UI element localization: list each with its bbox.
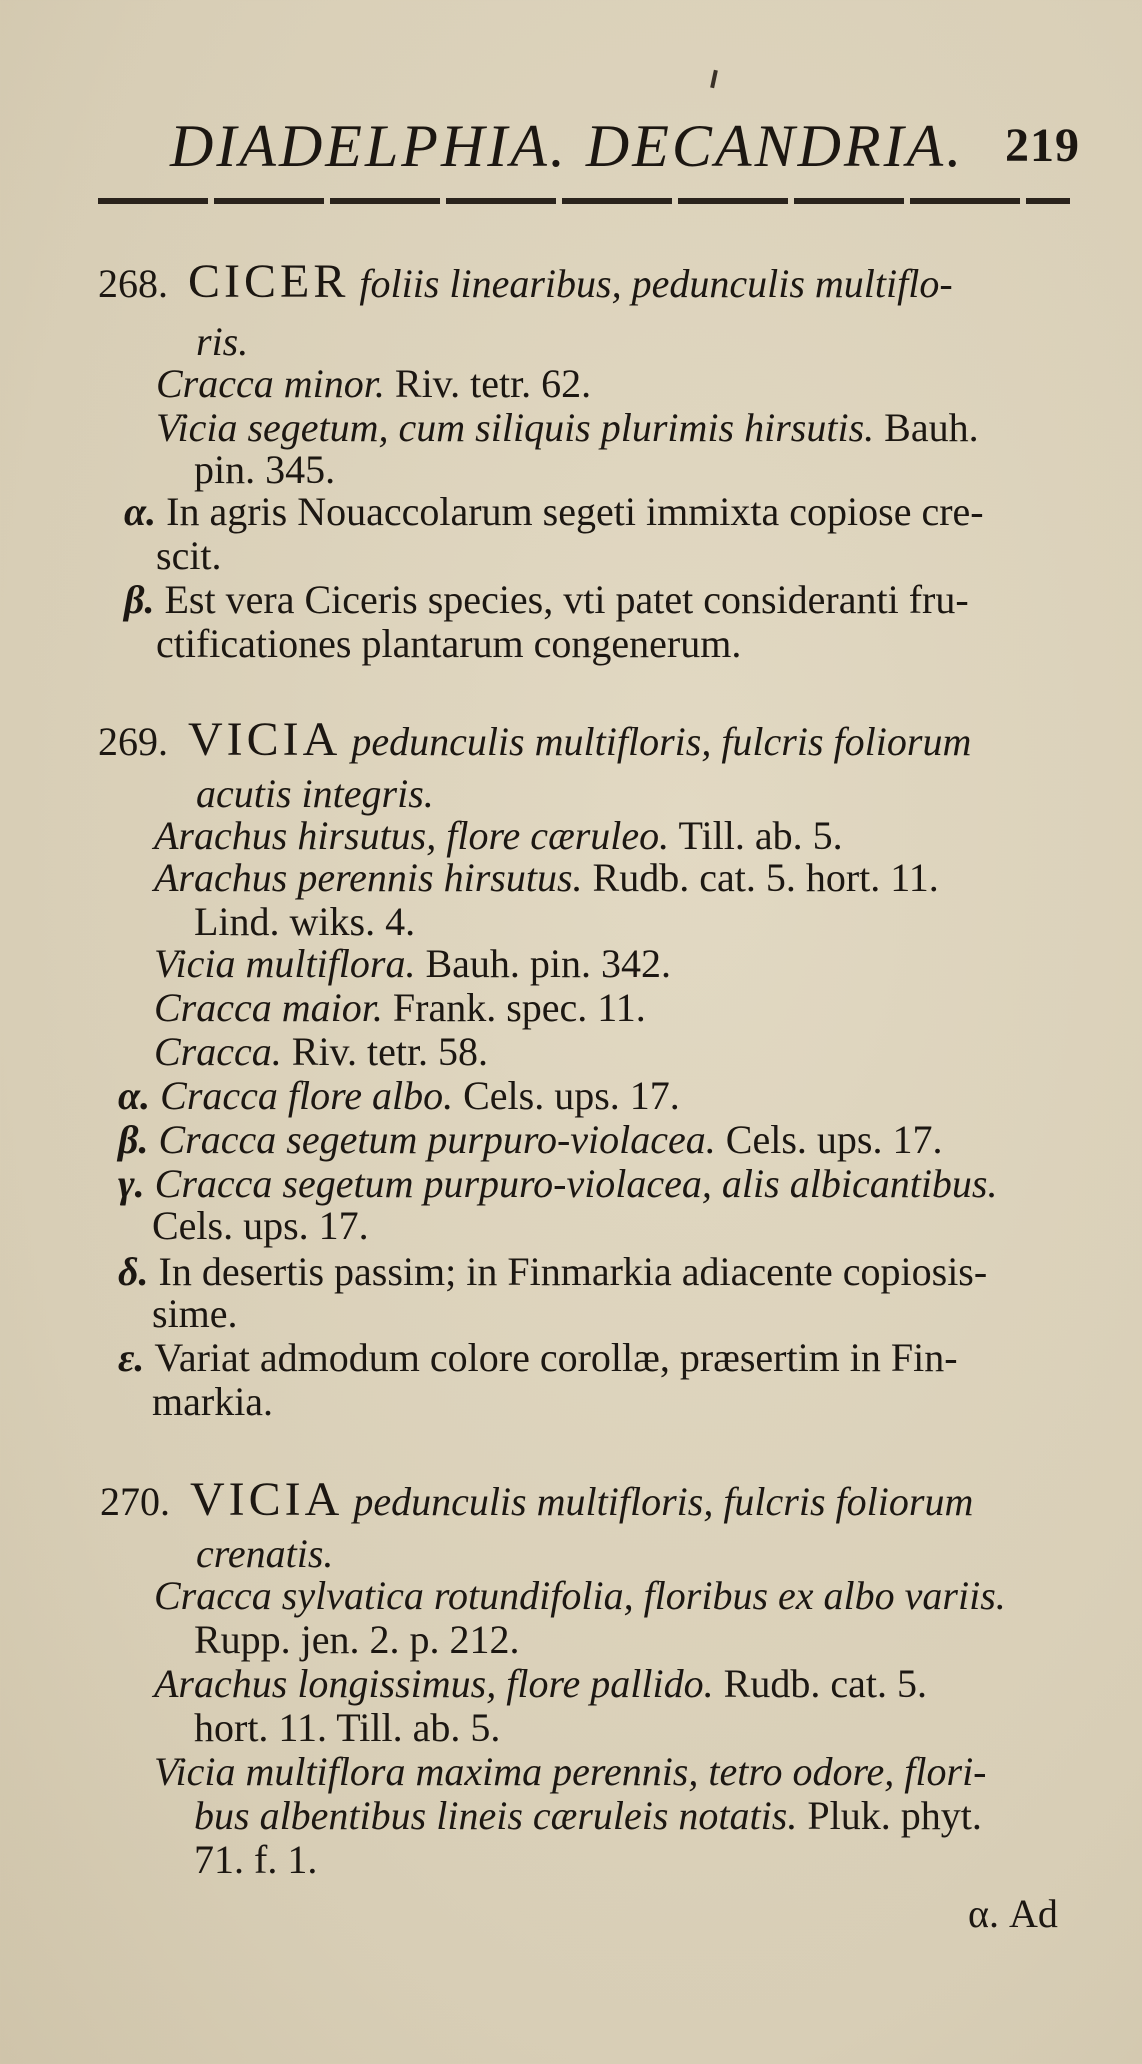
variety-reference: Cels. ups. 17. (463, 1073, 680, 1118)
synonym-name: Cracca minor. (156, 361, 385, 406)
header-rule (98, 198, 1070, 204)
note (124, 576, 1142, 624)
synonym-continuation: 71. f. 1. (194, 1837, 318, 1882)
entry-270-line-2: crenatis. (196, 1531, 334, 1576)
note-continuation: scit. (156, 533, 222, 578)
synonym-name: Cracca. (154, 1029, 282, 1074)
synonym-reference: Rudb. cat. 5. (723, 1661, 927, 1706)
note-text: In desertis passim; in Finmarkia adiacente copiosis- (158, 1249, 988, 1294)
synonym-reference: Rudb. cat. 5. hort. 11. (592, 855, 939, 900)
synonym-continuation: hort. 11. Till. ab. 5. (194, 1705, 501, 1750)
variety-reference: Cels. ups. 17. (725, 1117, 943, 1162)
catchword: α. Ad (968, 1891, 1058, 1936)
note-marker: β. (124, 577, 155, 622)
entry-268-heading (98, 255, 1142, 308)
variety (118, 1072, 1142, 1120)
entry-268-line-2: ris. (196, 319, 249, 364)
variety-marker: γ. (118, 1161, 145, 1206)
genus-name: VICIA (190, 1473, 344, 1526)
variety (118, 1116, 1142, 1164)
synonym-reference: Frank. spec. 11. (392, 985, 646, 1030)
synonym-name: Cracca maior. (154, 985, 383, 1030)
synonym-name: Arachus perennis hirsutus. (154, 855, 583, 900)
entry-number: 268. (98, 261, 168, 306)
synonym-reference: Pluk. phyt. (807, 1793, 982, 1838)
note-text: In agris Nouaccolarum segeti immixta copiose cre- (166, 489, 984, 534)
synonym-reference: Till. ab. 5. (678, 813, 843, 858)
synonym (194, 1792, 1142, 1840)
variety-marker: α. (118, 1073, 151, 1118)
entry-number: 270. (100, 1479, 170, 1524)
synonym-reference: Riv. tetr. 62. (394, 361, 592, 406)
entry-270-heading (100, 1473, 1142, 1526)
entry-269-line-2: acutis integris. (196, 771, 434, 816)
page-number: 219 (1005, 119, 1080, 172)
page-mark (710, 70, 718, 88)
synonym (154, 1028, 1142, 1076)
genus-name: VICIA (188, 713, 342, 766)
note-text: Est vera Ciceris species, vti patet consideranti fru- (164, 577, 969, 622)
variety-name: Cracca segetum purpuro-violacea, alis albicantibus. (154, 1161, 998, 1206)
synonym-reference: Bauh. (884, 405, 979, 450)
synonym (156, 404, 1142, 452)
variety-marker: β. (118, 1117, 149, 1162)
synonym-reference: Rupp. jen. 2. p. 212. (194, 1617, 520, 1662)
note-continuation: markia. (152, 1379, 274, 1424)
note (118, 1334, 1142, 1382)
synonym-name: Arachus hirsutus, flore cæruleo. (154, 813, 670, 858)
synonym-continuation: pin. 345. (194, 447, 336, 492)
variety-name: Cracca flore albo. (160, 1073, 454, 1118)
note (118, 1248, 1142, 1296)
synonym-reference: Riv. tetr. 58. (291, 1029, 489, 1074)
variety-reference: Cels. ups. 17. (152, 1203, 369, 1248)
diagnosis: foliis linearibus, pedunculis multiflo- (359, 261, 953, 306)
synonym-name: Vicia multiflora maxima perennis, tetro odore, flori- (154, 1749, 987, 1794)
synonym-continuation: Lind. wiks. 4. (194, 899, 416, 944)
synonym-reference: Bauh. pin. 342. (425, 941, 672, 986)
entry-number: 269. (98, 719, 168, 764)
note-text: Variat admodum colore corollæ, præsertim in Fin- (154, 1335, 958, 1380)
note-continuation: sime. (152, 1291, 238, 1336)
synonym-name: Vicia multiflora. (154, 941, 416, 986)
synonym-name: bus albentibus lineis cæruleis notatis. (194, 1793, 798, 1838)
note-continuation: ctificationes plantarum congenerum. (156, 621, 742, 666)
note (124, 488, 1142, 536)
running-header (170, 112, 1080, 182)
synonym-name: Vicia segetum, cum siliquis plurimis hirsutis. (156, 405, 875, 450)
synonym (154, 854, 1142, 902)
synonym (154, 984, 1142, 1032)
synonym (154, 940, 1142, 988)
synonym-name: Arachus longissimus, flore pallido. (154, 1661, 714, 1706)
variety-name: Cracca segetum purpuro-violacea. (158, 1117, 716, 1162)
running-title: DIADELPHIA. DECANDRIA. (170, 113, 965, 179)
synonym (154, 1660, 1142, 1708)
note-marker: ε. (118, 1335, 145, 1380)
note-marker: α. (124, 489, 157, 534)
genus-name: CICER (188, 255, 350, 308)
variety (118, 1160, 1142, 1208)
note-marker: δ. (118, 1249, 149, 1294)
synonym (154, 812, 1142, 860)
diagnosis: pedunculis multifloris, fulcris foliorum (353, 1479, 974, 1524)
diagnosis: pedunculis multifloris, fulcris foliorum (351, 719, 972, 764)
synonym-name: Cracca sylvatica rotundifolia, floribus ex albo variis. (154, 1573, 1006, 1618)
synonym (156, 360, 1142, 408)
entry-269-heading (98, 713, 1142, 766)
